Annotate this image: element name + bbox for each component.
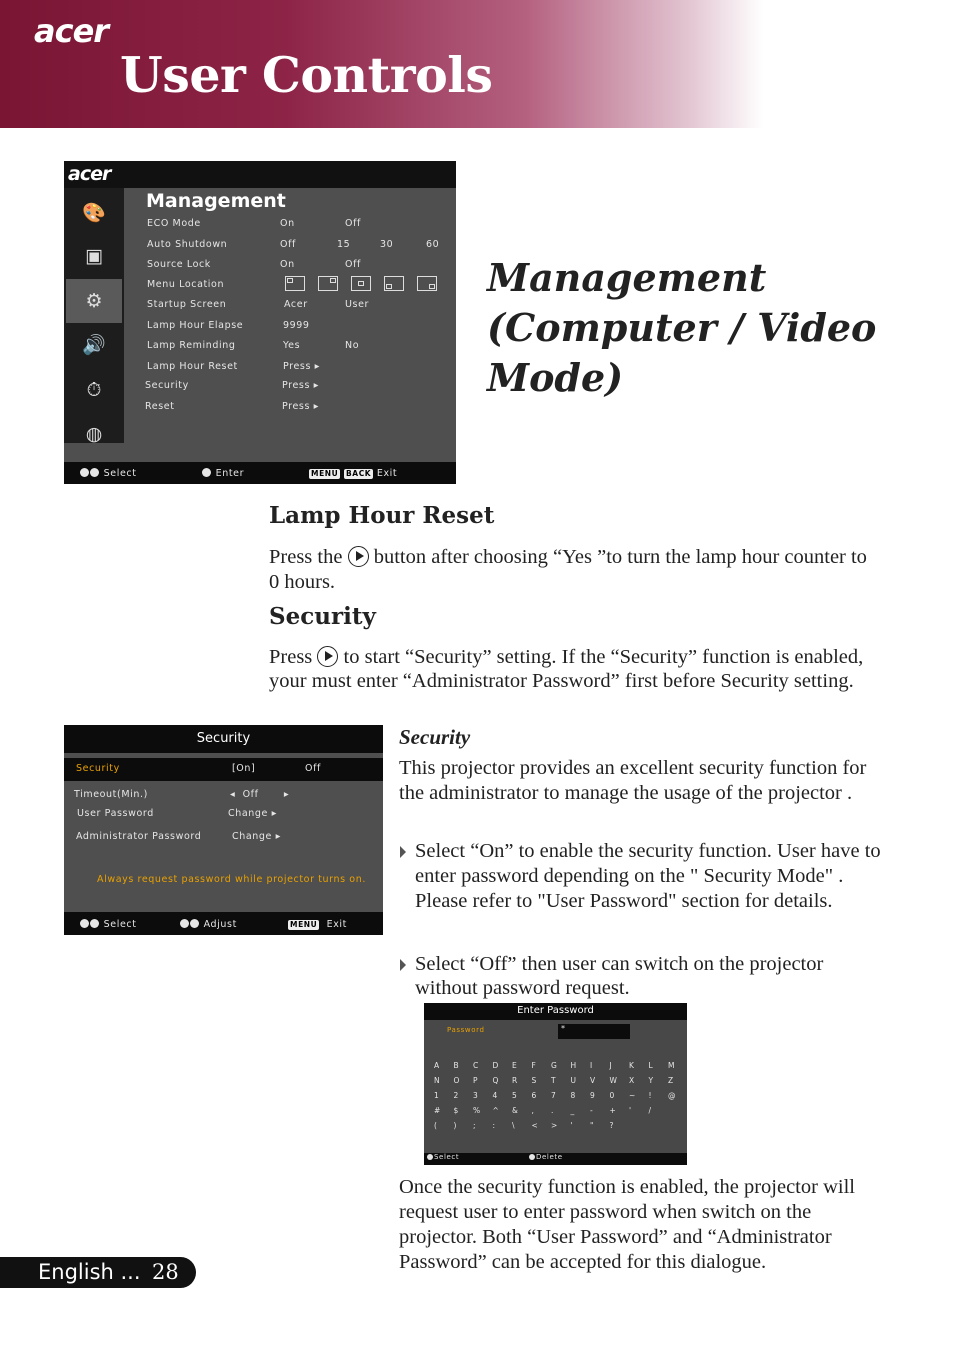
menu-location-bottom-left-icon: [384, 276, 404, 291]
osd-row-value: Press ▸: [282, 380, 320, 391]
osd-footer-select: Select: [80, 919, 137, 930]
color-icon: 🎨: [82, 201, 106, 224]
osd-row-value: 9999: [283, 320, 310, 331]
osd-footer-select: Select: [80, 468, 137, 479]
osd-row-label: Menu Location: [147, 279, 225, 290]
menu-location-top-left-icon: [285, 276, 305, 291]
image-icon: ▣: [85, 245, 103, 267]
left-right-icon: [190, 919, 199, 928]
osd-top-bar: [64, 161, 456, 188]
user-password-label: User Password: [77, 808, 154, 819]
play-button-icon: [317, 646, 338, 667]
osd-row-value: On: [280, 218, 295, 229]
osd-row-value: User: [345, 299, 370, 310]
menu-location-center-icon: [351, 276, 371, 291]
menu-location-bottom-right-icon: [417, 276, 437, 291]
up-down-icon: [427, 1154, 433, 1160]
security-off-option: Off: [305, 763, 321, 774]
osd-row-value: Yes: [283, 340, 301, 351]
osd-title: Management: [146, 190, 286, 212]
security-intro: This projector provides an excellent security function for the administrator to manage the usage of the projector .: [399, 757, 867, 804]
timer-icon: ⏱: [86, 379, 102, 401]
osd-row-label: ECO Mode: [147, 218, 201, 229]
security-bullet-on: Select “On” to enable the security function. User have to enter password depending on the " Security Mode" . Please refer to "User Password" section for details.: [415, 839, 890, 914]
footer-language: English ...: [38, 1260, 141, 1284]
osd-row-value: Off: [345, 218, 361, 229]
up-down-icon: [80, 468, 89, 477]
security-subheading: Security: [399, 725, 471, 749]
osd-footer-select: Select: [427, 1153, 459, 1161]
language-icon: ◍: [85, 423, 103, 445]
section-title: Management (Computer / Video Mode): [487, 255, 877, 400]
osd-row-value: 30: [380, 239, 394, 250]
security-outro: Once the security function is enabled, the projector will request user to enter password when switch on the projector. Both “User Password” and “Administrator Password” can be accepted for this dialogue.: [399, 1176, 855, 1273]
password-keyboard: [434, 1061, 682, 1136]
osd-sidebar: [64, 188, 124, 443]
up-down-icon: [90, 468, 99, 477]
osd-row-value: Acer: [284, 299, 308, 310]
bullet-arrow-icon: [400, 959, 406, 971]
timeout-label: Timeout(Min.): [74, 789, 148, 800]
admin-password-label: Administrator Password: [76, 831, 202, 842]
up-down-icon: [90, 919, 99, 928]
osd-row-label: Auto Shutdown: [147, 239, 228, 250]
keyboard-row: ( ) ; : \ < > ' " ?: [434, 1121, 615, 1130]
osd-footer-adjust: Adjust: [180, 919, 237, 930]
osd-row-value: No: [345, 340, 360, 351]
security-bullet-off: Select “Off” then user can switch on the projector without password request.: [415, 952, 890, 1000]
osd-row-value: 60: [426, 239, 440, 250]
osd-footer-exit: MENU Exit: [290, 919, 347, 930]
keyboard-row: # $ % ^ & , . _ - + ' /: [434, 1106, 652, 1115]
osd-row-value: Press ▸: [283, 361, 321, 372]
security-row-label: Security: [76, 763, 120, 774]
management-osd-screenshot: [64, 161, 456, 484]
osd-row-label: Lamp Reminding: [147, 340, 236, 351]
osd-footer-delete: Delete: [529, 1153, 563, 1161]
security-osd-screenshot: [64, 725, 383, 935]
keyboard-row: N O P Q R S T U V W X Y Z: [434, 1076, 674, 1085]
audio-icon: 🔊: [82, 333, 106, 356]
right-arrow-icon: [202, 468, 211, 477]
password-field: *: [558, 1024, 630, 1039]
osd-row-label: Lamp Hour Reset: [147, 361, 238, 372]
osd-title: Enter Password: [517, 1005, 594, 1016]
left-arrow-icon: [529, 1154, 535, 1160]
osd-footer-enter: Enter: [202, 468, 244, 479]
security-heading: Security: [269, 603, 376, 630]
keyboard-row: 1 2 3 4 5 6 7 8 9 0 ~ ! @: [434, 1091, 677, 1100]
osd-row-value: Press ▸: [282, 401, 320, 412]
up-down-icon: [80, 919, 89, 928]
page-footer-tab: [0, 1257, 196, 1288]
play-button-icon: [348, 546, 369, 567]
keyboard-row: A B C D E F G H I J K L M: [434, 1061, 676, 1070]
page-title: User Controls: [120, 46, 493, 104]
page-number: 28: [152, 1260, 179, 1284]
osd-row-label: Security: [145, 380, 189, 391]
osd-footer-exit: MENU BACK Exit: [311, 468, 398, 479]
acer-logo: acer: [34, 12, 109, 50]
security-on-option: [On]: [232, 763, 256, 774]
osd-row-value: Off: [345, 259, 361, 270]
osd-acer-logo: acer: [68, 163, 111, 185]
bullet-arrow-icon: [400, 846, 406, 858]
osd-title: Security: [196, 731, 251, 746]
management-icon: ⚙: [66, 279, 122, 323]
security-note: Always request password while projector turns on.: [97, 874, 366, 885]
osd-row-value: On: [280, 259, 295, 270]
lamp-hour-reset-heading: Lamp Hour Reset: [269, 502, 495, 529]
osd-row-label: Reset: [145, 401, 175, 412]
osd-row-value: Off: [280, 239, 296, 250]
user-password-value: Change ▸: [228, 808, 277, 819]
osd-row-label: Source Lock: [147, 259, 211, 270]
security-text: Press to start “Security” setting. If the “Security” function is enabled, your must enter “Administrator Password” first before Security setting.: [269, 646, 864, 692]
osd-row-label: Lamp Hour Elapse: [147, 320, 244, 331]
osd-row-value: 15: [337, 239, 351, 250]
lamp-hour-reset-text: Press the button after choosing “Yes ”to turn the lamp hour counter to 0 hours.: [269, 546, 867, 593]
menu-location-top-right-icon: [318, 276, 338, 291]
password-label: Password: [447, 1026, 485, 1034]
admin-password-value: Change ▸: [232, 831, 281, 842]
enter-password-osd-screenshot: [424, 1003, 687, 1165]
osd-row-label: Startup Screen: [147, 299, 227, 310]
left-right-icon: [180, 919, 189, 928]
timeout-value: ◂ Off ▸: [230, 789, 290, 800]
